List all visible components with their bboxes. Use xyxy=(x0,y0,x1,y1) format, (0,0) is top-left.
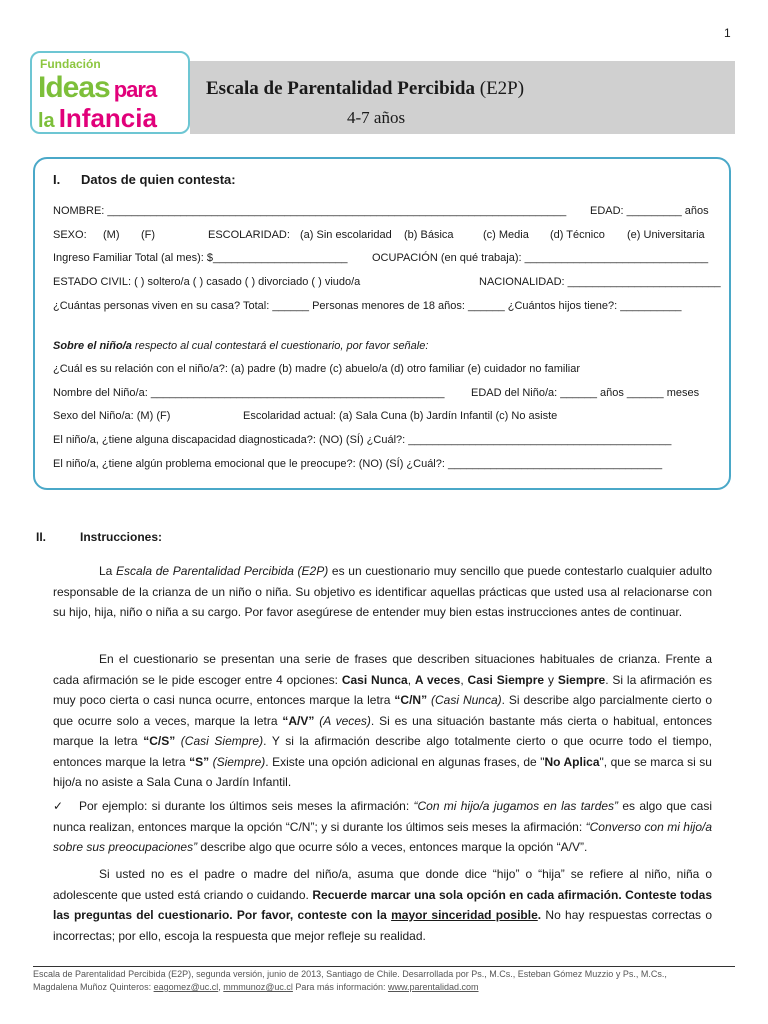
footer-credits: Escala de Parentalidad Percibida (E2P), segunda versión, junio de 2013, Santiago de Chile. Desarrollada por Ps., M.Cs., Esteban Gómez Muzzio y Ps., M.Cs., Magdalena Muñoz Quinteros: eagomez@uc.cl, mmmunoz@uc.cl Para más información: www.parentalidad.com xyxy=(33,969,667,992)
schooling-option-c[interactable]: (c) Media xyxy=(483,229,529,241)
child-name-field[interactable]: Nombre del Niño/a: ________________________________________________ xyxy=(53,387,445,399)
section1-heading: I. Datos de quien contesta: xyxy=(53,172,236,187)
instructions-paragraph-2: En el cuestionario se presentan una serie de frases que describen situaciones habituales de crianza. Frente a cada afirmación se le pide escoger entre 4 opciones: Casi Nunca, A veces, Casi Siempre y Siempre. Si la afirmación es muy poco cierta o casi nunca ocurre, entonces marque la letra “C/N” (Casi Nunca). Si describe algo parcialmente cierto o que ocurre solo a veces, marque la letra “A/V” (A veces). Si es una situación bastante más cierta o habitual, entonces marque la letra “C/S” (Casi Siempre). Y si la afirmación describe algo totalmente cierto o que ocurre todo el tiempo, entonces marque la letra “S” (Siempre). Existe una opción adicional en algunas frases, de "No Aplica", que se marca si su hijo/a no asiste a Sala Cuna o Jardín Infantil. xyxy=(53,652,713,789)
household-field[interactable]: ¿Cuántas personas viven en su casa? Total: ______ Personas menores de 18 años: ______ ¿Cuántos hijos tiene?: __________ xyxy=(53,300,682,312)
section2-heading: II. Instrucciones: xyxy=(36,530,163,544)
instructions-paragraph-1: La Escala de Parentalidad Percibida (E2P) es un cuestionario muy sencillo que puede contestarlo cualquier adulto responsable de la crianza de un niño o niña. Su objetivo es identificar aquellas prácticas que usted usa al relacionarse con su hijo, hija, niño o niña a su cargo. Por favor asegúrese de entender muy bien estas instrucciones antes de continuar. xyxy=(53,564,712,619)
footer-divider xyxy=(33,966,735,967)
instructions-paragraph-4: Si usted no es el padre o madre del niño/a, asuma que donde dice “hijo” o “hija” se refiere al niño, niña o adolescente que usted está criando o cuidando. Recuerde marcar una sola opción en cada afirmación. Conteste todas las preguntas del cuestionario. Por favor, conteste con la mayor sinceridad posible. No hay respuestas correctas o incorrectas; por ello, escoja la respuesta que mejor refleje su realidad. xyxy=(53,867,713,943)
schooling-option-a[interactable]: (a) Sin escolaridad xyxy=(300,229,392,241)
schooling-option-e[interactable]: (e) Universitaria xyxy=(627,229,705,241)
child-section-note: Sobre el niño/a respecto al cual contestará el cuestionario, por favor señale: xyxy=(53,340,429,352)
current-schooling-field[interactable]: Escolaridad actual: (a) Sala Cuna (b) Jardín Infantil (c) No asiste xyxy=(243,410,558,422)
schooling-option-b[interactable]: (b) Básica xyxy=(404,229,454,241)
child-sex-field[interactable]: Sexo del Niño/a: (M) (F) xyxy=(53,410,171,422)
logo-line3: la Infancia xyxy=(38,103,157,133)
sex-label: SEXO: xyxy=(53,229,87,241)
logo-line1: Fundación xyxy=(40,57,101,71)
logo-line2: Ideas para xyxy=(38,71,157,104)
occupation-field[interactable]: OCUPACIÓN (en qué trabaja): ______________________________ xyxy=(372,252,709,264)
relationship-field[interactable]: ¿Cuál es su relación con el niño/a?: (a) padre (b) madre (c) abuelo/a (d) otro familiar (e) cuidador no familiar xyxy=(53,363,581,375)
email-link-1[interactable]: eagomez@uc.cl xyxy=(153,982,219,992)
email-link-2[interactable]: mmmunoz@uc.cl xyxy=(223,982,293,992)
page-number: 1 xyxy=(724,26,731,40)
example-paragraph: ✓ Por ejemplo: si durante los últimos seis meses la afirmación: “Con mi hijo/a jugamos en las tardes” es algo que casi nunca realizan, entonces marque la opción “C/N”; y si durante los últimos seis meses la afirmación: “Converso con mi hijo/a sobre sus preocupaciones” describe algo que ocurre sólo a veces, entonces marque la opción “A/V”. xyxy=(53,796,712,858)
schooling-label: ESCOLARIDAD: xyxy=(208,229,290,241)
disability-field[interactable]: El niño/a, ¿tiene alguna discapacidad diagnosticada?: (NO) (SÍ) ¿Cuál?: ___________________________________________ xyxy=(53,434,672,446)
emotional-problem-field[interactable]: El niño/a, ¿tiene algún problema emocional que le preocupe?: (NO) (SÍ) ¿Cuál?: ___________________________________ xyxy=(53,458,663,470)
website-link[interactable]: www.parentalidad.com xyxy=(387,982,479,992)
sex-option-m[interactable]: (M) xyxy=(103,229,120,241)
name-field[interactable]: NOMBRE: ___________________________________________________________________________ xyxy=(53,205,567,217)
checkmark-icon: ✓ xyxy=(53,799,64,813)
income-field[interactable]: Ingreso Familiar Total (al mes): $______________________ xyxy=(53,252,348,264)
age-field[interactable]: EDAD: _________ años xyxy=(590,205,709,217)
child-age-field[interactable]: EDAD del Niño/a: ______ años ______ meses xyxy=(471,387,700,399)
civil-status-field[interactable]: ESTADO CIVIL: ( ) soltero/a ( ) casado ( ) divorciado ( ) viudo/a xyxy=(53,276,361,288)
age-range-subtitle: 4-7 años xyxy=(347,108,406,127)
schooling-option-d[interactable]: (d) Técnico xyxy=(550,229,605,241)
document-title: Escala de Parentalidad Percibida (E2P) xyxy=(206,78,525,99)
nationality-field[interactable]: NACIONALIDAD: _________________________ xyxy=(479,276,721,288)
sex-option-f[interactable]: (F) xyxy=(141,229,156,241)
foundation-logo xyxy=(30,51,190,134)
